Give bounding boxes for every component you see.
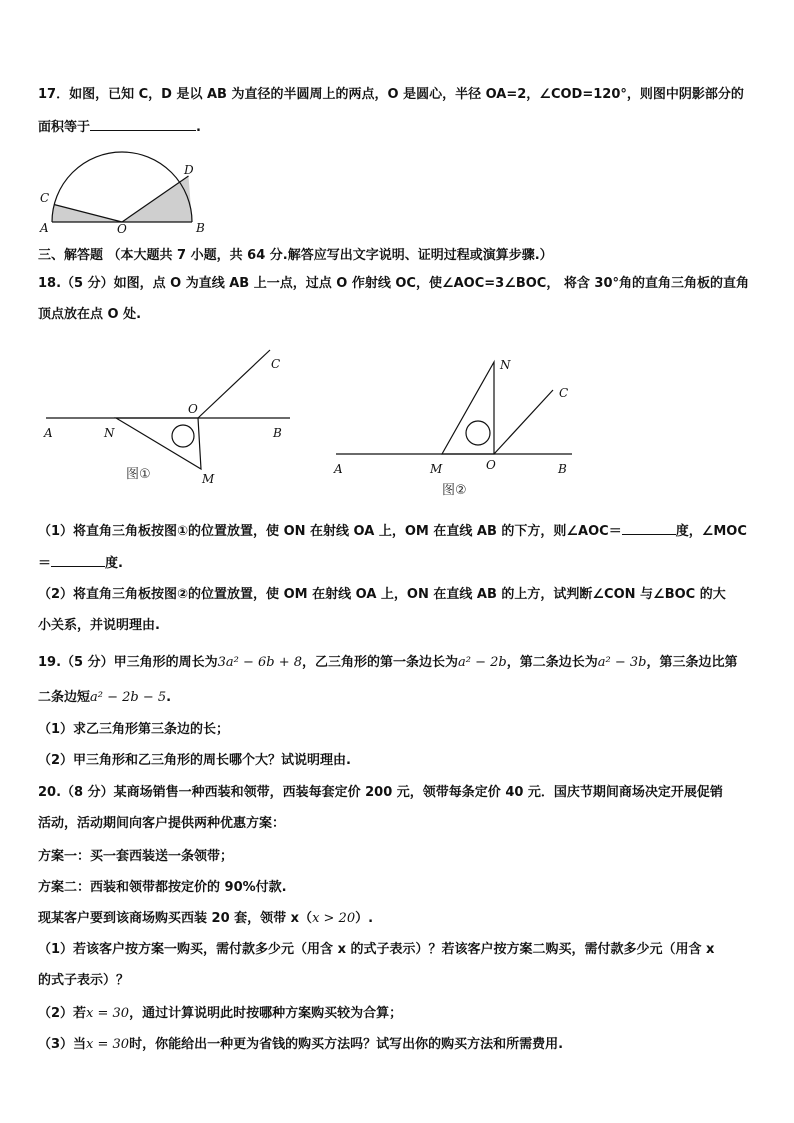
fig2-label-o: O — [486, 458, 496, 472]
q19-text-b: ，乙三角形的第一条边长为 — [302, 655, 459, 670]
q18-line2: 顶点放在点 O 处. — [38, 307, 142, 322]
q20-expr-x: x > 20 — [312, 911, 356, 926]
q20-text-b: ）. — [355, 911, 374, 926]
q19-expr-side1: a² − 2b — [458, 655, 507, 670]
q20-line5 — [38, 907, 373, 926]
q19-expr-perimeter: 3a² − 6b + 8 — [217, 655, 303, 670]
fig1-caption: 图① — [126, 467, 151, 482]
fig1-label-o: O — [188, 402, 198, 416]
q18-part1-text-c: ＝ — [38, 556, 52, 571]
q19-expr-side2: a² − 3b — [597, 655, 647, 670]
q19-text-f: . — [166, 690, 172, 705]
q19-text-a: 19.（5 分）甲三角形的周长为 — [38, 655, 218, 670]
q20-plan1: 方案一：买一套西装送一条领带； — [38, 849, 234, 864]
q18-part1-line2 — [38, 552, 123, 571]
fig2-label-m: M — [430, 462, 443, 476]
q18-figure-1 — [38, 345, 298, 495]
fig2-label-b: B — [558, 462, 567, 476]
label-d: D — [184, 163, 194, 177]
q17-line2-text: 面积等于 — [38, 120, 91, 135]
q20-part3-text-b: 时，你能给出一种更为省钱的购买方法吗？试写出你的购买方法和所需费用. — [129, 1037, 564, 1052]
set-square — [116, 418, 201, 469]
fig1-label-m: M — [202, 472, 215, 486]
q20-part2 — [38, 1002, 402, 1021]
fig1-label-c: C — [271, 357, 281, 371]
q18-line1: 18.（5 分）如图，点 O 为直线 AB 上一点，过点 O 作射线 OC，使∠AOC=3∠BOC， 将含 30°角的直角三角板的直角 — [38, 276, 749, 291]
fig2-caption: 图② — [442, 483, 467, 498]
q18-part1-text-d: 度. — [105, 556, 123, 571]
set-square-hole-2 — [466, 421, 490, 445]
q20-part1-line2: 的式子表示）？ — [38, 973, 130, 988]
q18-part1-text-a: （1）将直角三角板按图①的位置放置，使 ON 在射线 OA 上，OM 在直线 AB 的下方，则∠AOC＝ — [38, 524, 622, 539]
q19-line1 — [38, 651, 738, 670]
q19-expr-diff: a² − 2b − 5 — [90, 690, 167, 705]
q20-part1-line1: （1）若该客户按方案一购买，需付款多少元（用含 x 的式子表示）？若该客户按方案二购买，需付款多少元（用含 x — [38, 942, 715, 957]
set-square-hole — [172, 425, 194, 447]
q17-answer-blank — [90, 118, 196, 131]
q19-part2: （2）甲三角形和乙三角形的周长哪个大？试说明理由. — [38, 753, 351, 768]
q18-blank-moc — [51, 554, 105, 567]
q18-figure-2 — [328, 352, 588, 502]
q20-part3-expr: x = 30 — [86, 1037, 130, 1052]
q18-part1-line1 — [38, 520, 747, 539]
q19-line2 — [38, 686, 171, 705]
q17-line2 — [38, 116, 201, 135]
q20-part3 — [38, 1033, 563, 1052]
label-a: A — [40, 221, 49, 235]
fig2-label-a: A — [334, 462, 343, 476]
q20-part2-expr: x = 30 — [86, 1006, 130, 1021]
q19-part1: （1）求乙三角形第三条边的长； — [38, 722, 230, 737]
q18-part1-text-b: 度，∠MOC — [675, 524, 747, 539]
q19-text-d: ，第三条边比第 — [646, 655, 738, 670]
q20-part2-text-a: （2）若 — [38, 1006, 87, 1021]
label-b: B — [196, 221, 205, 235]
q20-text-a: 现某客户要到该商场购买西装 20 套，领带 x（ — [38, 911, 313, 926]
fig2-label-c: C — [559, 386, 569, 400]
q19-text-e: 二条边短 — [38, 690, 91, 705]
label-o: O — [117, 222, 127, 236]
q18-blank-aoc — [622, 522, 676, 535]
ray-oc-2 — [494, 390, 553, 454]
fig1-label-a: A — [44, 426, 53, 440]
q20-part2-text-b: ，通过计算说明此时按哪种方案购买较为合算； — [129, 1006, 403, 1021]
fig2-label-n: N — [500, 358, 511, 372]
fig1-label-b: B — [273, 426, 282, 440]
q18-part2-line1: （2）将直角三角板按图②的位置放置，使 OM 在射线 OA 上，ON 在直线 AB 的上方，试判断∠CON 与∠BOC 的大 — [38, 587, 726, 602]
q17-line1: 17．如图，已知 C，D 是以 AB 为直径的半圆周上的两点，O 是圆心，半径 OA=2，∠COD=120°，则图中阴影部分的 — [38, 87, 744, 102]
section-heading: 三、解答题 （本大题共 7 小题，共 64 分.解答应写出文字说明、证明过程或演算步骤.） — [38, 248, 553, 263]
q20-line2: 活动，活动期间向客户提供两种优惠方案： — [38, 816, 286, 831]
q20-part3-text-a: （3）当 — [38, 1037, 87, 1052]
q17-semicircle-figure — [38, 140, 218, 236]
ray-oc — [198, 350, 270, 418]
fig1-label-n: N — [104, 426, 115, 440]
q18-part2-line2: 小关系，并说明理由. — [38, 618, 160, 633]
q20-line1: 20.（8 分）某商场销售一种西装和领带，西装每套定价 200 元，领带每条定价 40 元．国庆节期间商场决定开展促销 — [38, 785, 723, 800]
label-c: C — [40, 191, 50, 205]
q17-line2-end: . — [196, 120, 201, 135]
q19-text-c: ，第二条边长为 — [506, 655, 598, 670]
q20-plan2: 方案二：西装和领带都按定价的 90%付款. — [38, 880, 287, 895]
